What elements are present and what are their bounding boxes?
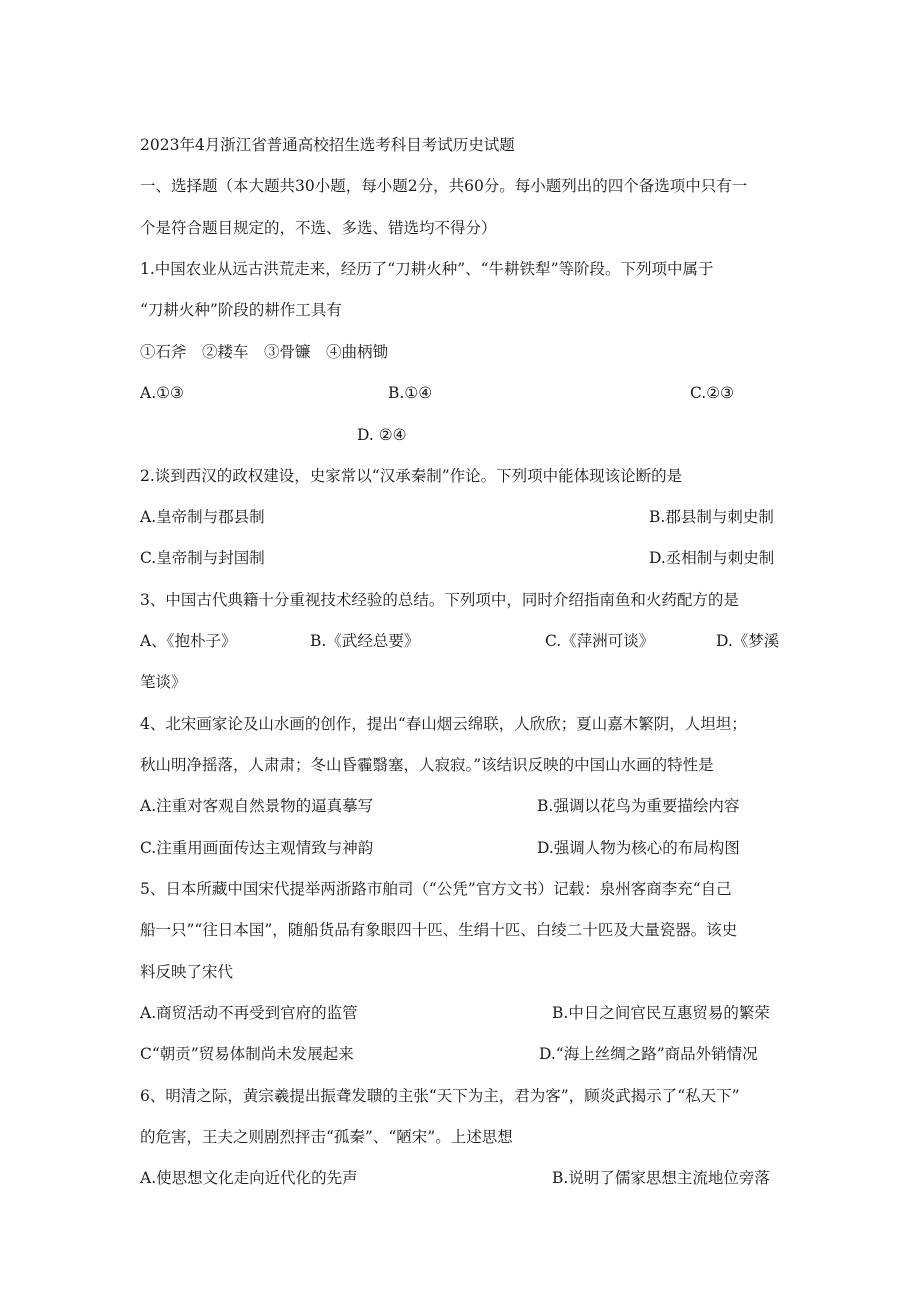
q5-option-d: D.“海上丝绸之路”商品外销情况 [539, 1045, 758, 1063]
q4-stem-1: 4、北宋画家论及山水画的创作，提出“春山烟云绵联，人欣欣；夏山嘉木繁阴，人坦坦； [140, 715, 747, 733]
q1-stem-1: 1.中国农业从远古洪荒走来，经历了“刀耕火种”、“牛耕铁犁”等阶段。下列项中属于 [140, 260, 714, 278]
q3-stem: 3、中国古代典籍十分重视技术经验的总结。下列项中，同时介绍指南鱼和火药配方的是 [140, 591, 739, 609]
q6-option-a: A.使思想文化走向近代化的先声 [140, 1169, 358, 1187]
q2-option-c: C.皇帝制与封国制 [140, 549, 265, 567]
q5-stem-2: 船一只”“往日本国”，随船货品有象眼四十匹、生绢十匹、白绫二十匹及大量瓷器。该史 [140, 921, 738, 939]
q1-items: ①石斧 ②耧车 ③骨镰 ④曲柄锄 [140, 343, 389, 361]
q5-option-b: B.中日之间官民互惠贸易的繁荣 [552, 1004, 770, 1022]
q6-option-b: B.说明了儒家思想主流地位旁落 [552, 1169, 770, 1187]
q3-option-d-cont: 笔谈》 [140, 673, 187, 691]
q3-option-b: B.《武经总要》 [310, 632, 420, 650]
q5-option-c: C“朝贡”贸易体制尚未发展起来 [140, 1045, 354, 1063]
q4-option-b: B.强调以花鸟为重要描绘内容 [537, 797, 740, 815]
q4-option-a: A.注重对客观自然景物的逼真摹写 [140, 797, 374, 815]
q1-option-d: D. ②④ [357, 426, 407, 444]
q6-stem-1: 6、明清之际，黄宗羲提出振聋发聩的主张“天下为主，君为客”，顾炎武揭示了“私天下” [140, 1087, 740, 1105]
q5-stem-3: 料反映了宋代 [140, 963, 234, 981]
q2-option-b: B.郡县制与刺史制 [649, 508, 774, 526]
q5-stem-1: 5、日本所藏中国宋代提举两浙路市舶司（“公凭”官方文书）记载：泉州客商李充“自己 [140, 880, 732, 898]
q1-stem-2: “刀耕火种”阶段的耕作工具有 [140, 301, 342, 319]
q1-option-b: B.①④ [388, 384, 433, 402]
q2-stem: 2.谈到西汉的政权建设，史家常以“汉承秦制”作论。下列项中能体现该论断的是 [140, 467, 683, 485]
q2-option-d: D.丞相制与刺史制 [649, 549, 775, 567]
q5-option-a: A.商贸活动不再受到官府的监管 [140, 1004, 358, 1022]
q6-stem-2: 的危害，王夫之则剧烈抨击“孤秦”、“陋宋”。上述思想 [140, 1128, 513, 1146]
q1-option-a: A.①③ [140, 384, 184, 402]
q1-option-c: C.②③ [690, 384, 735, 402]
q3-option-a: A、《抱朴子》 [140, 632, 237, 650]
q3-option-c: C.《萍洲可谈》 [545, 632, 655, 650]
exam-title: 2023年4月浙江省普通高校招生选考科目考试历史试题 [140, 136, 515, 154]
section-heading: 一、选择题（本大题共30小题，每小题2分，共60分。每小题列出的四个备选项中只有一 [140, 177, 748, 195]
q3-option-d: D.《梦溪 [716, 632, 780, 650]
q4-option-c: C.注重用画面传达主观情致与神韵 [140, 839, 374, 857]
q2-option-a: A.皇帝制与郡县制 [140, 508, 265, 526]
section-heading-cont: 个是符合题目规定的，不选、多选、错选均不得分） [140, 219, 497, 237]
q4-option-d: D.强调人物为核心的布局构图 [537, 839, 740, 857]
q4-stem-2: 秋山明净摇落，人肃肃；冬山昏霾翳塞，人寂寂。”该结识反映的中国山水画的特性是 [140, 756, 714, 774]
